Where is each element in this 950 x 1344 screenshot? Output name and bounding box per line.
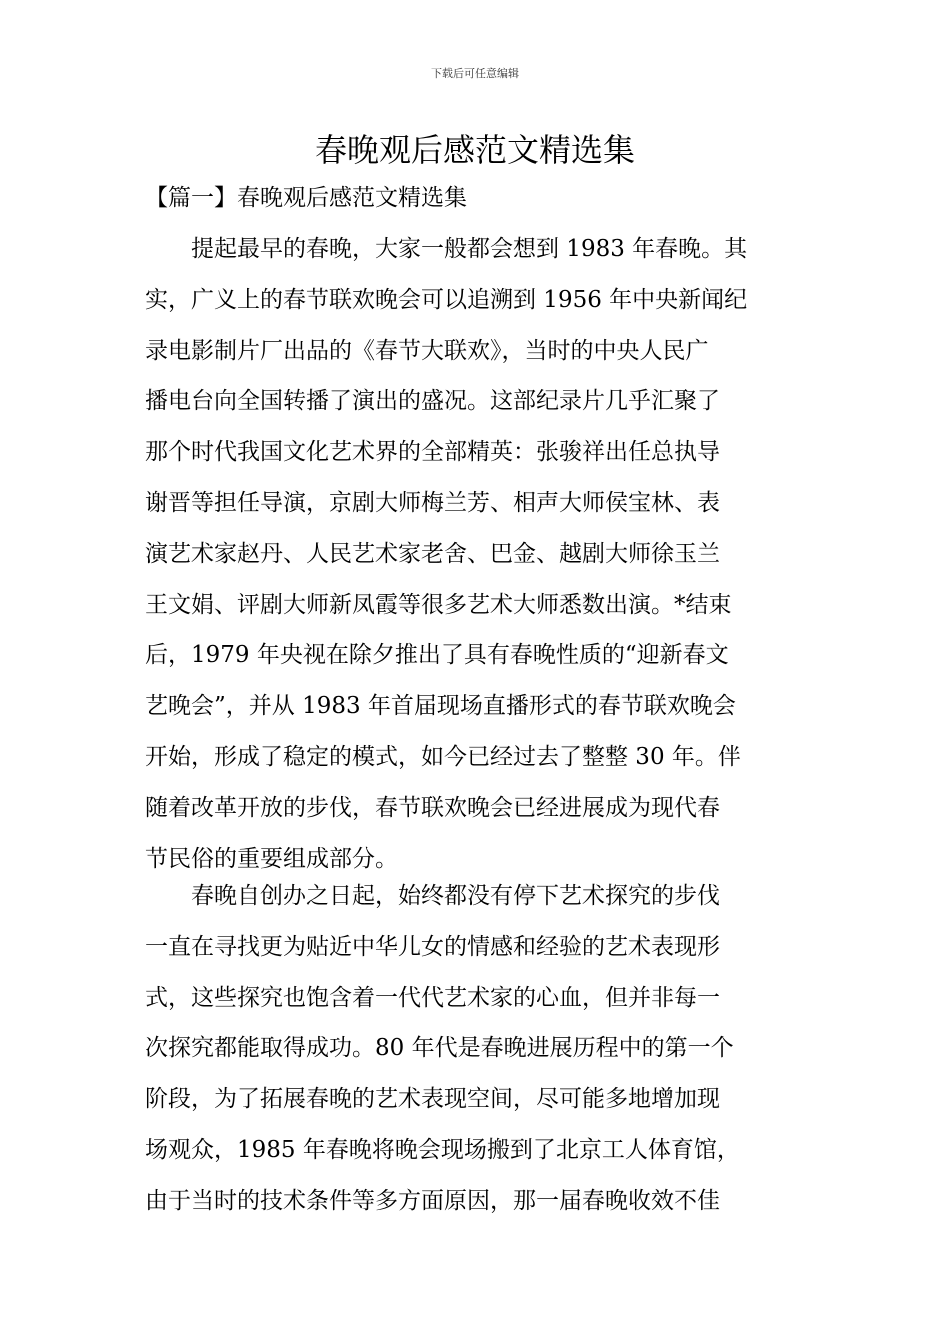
paragraph-line: 由于当时的技术条件等多方面原因，那一届春晚收效不佳 (145, 1187, 720, 1214)
paragraph-line: 提起最早的春晚，大家一般都会想到 1983 年春晚。其 (145, 236, 748, 262)
paragraph-line: 后，1979 年央视在除夕推出了具有春晚性质的“迎新春文 (145, 642, 729, 669)
paragraph-line: 场观众，1985 年春晚将晚会现场搬到了北京工人体育馆， (145, 1136, 740, 1163)
paragraph-line: 谢晋等担任导演，京剧大师梅兰芳、相声大师侯宝林、表 (145, 489, 720, 516)
paragraph-line: 实，广义上的春节联欢晚会可以追溯到 1956 年中央新闻纪 (145, 286, 748, 313)
paragraph-line: 那个时代我国文化艺术界的全部精英：张骏祥出任总执导 (145, 439, 720, 466)
paragraph-line: 式，这些探究也饱含着一代代艺术家的心血，但并非每一 (145, 984, 720, 1011)
header-note: 下载后可任意编辑 (431, 67, 519, 80)
paragraph-1 (145, 224, 815, 884)
document-title: 春晚观后感范文精选集 (314, 131, 635, 169)
paragraph-line: 录电影制片厂出品的《春节大联欢》，当时的中央人民广 (145, 337, 709, 364)
section-heading: 【篇一】春晚观后感范文精选集 (145, 185, 467, 211)
paragraph-line: 播电台向全国转播了演出的盛况。这部纪录片几乎汇聚了 (145, 388, 720, 415)
paragraph-line: 春晚自创办之日起，始终都没有停下艺术探究的步伐 (145, 883, 720, 909)
paragraph-line: 随着改革开放的步伐，春节联欢晚会已经进展成为现代春 (145, 794, 720, 821)
paragraph-line: 演艺术家赵丹、人民艺术家老舍、巴金、越剧大师徐玉兰 (145, 540, 720, 567)
paragraph-line: 艺晚会”，并从 1983 年首届现场直播形式的春节联欢晚会 (145, 693, 736, 720)
paragraph-line: 一直在寻找更为贴近中华儿女的情感和经验的艺术表现形 (145, 933, 720, 960)
paragraph-line: 阶段，为了拓展春晚的艺术表现空间，尽可能多地增加现 (145, 1086, 720, 1113)
paragraph-line: 王文娟、评剧大师新凤霞等很多艺术大师悉数出演。*结束 (145, 591, 732, 618)
paragraph-line: 节民俗的重要组成部分。 (145, 845, 398, 872)
paragraph-line: 开始，形成了稳定的模式，如今已经过去了整整 30 年。伴 (145, 743, 741, 770)
paragraph-2 (145, 871, 815, 1227)
paragraph-line: 次探究都能取得成功。80 年代是春晚进展历程中的第一个 (145, 1035, 734, 1062)
